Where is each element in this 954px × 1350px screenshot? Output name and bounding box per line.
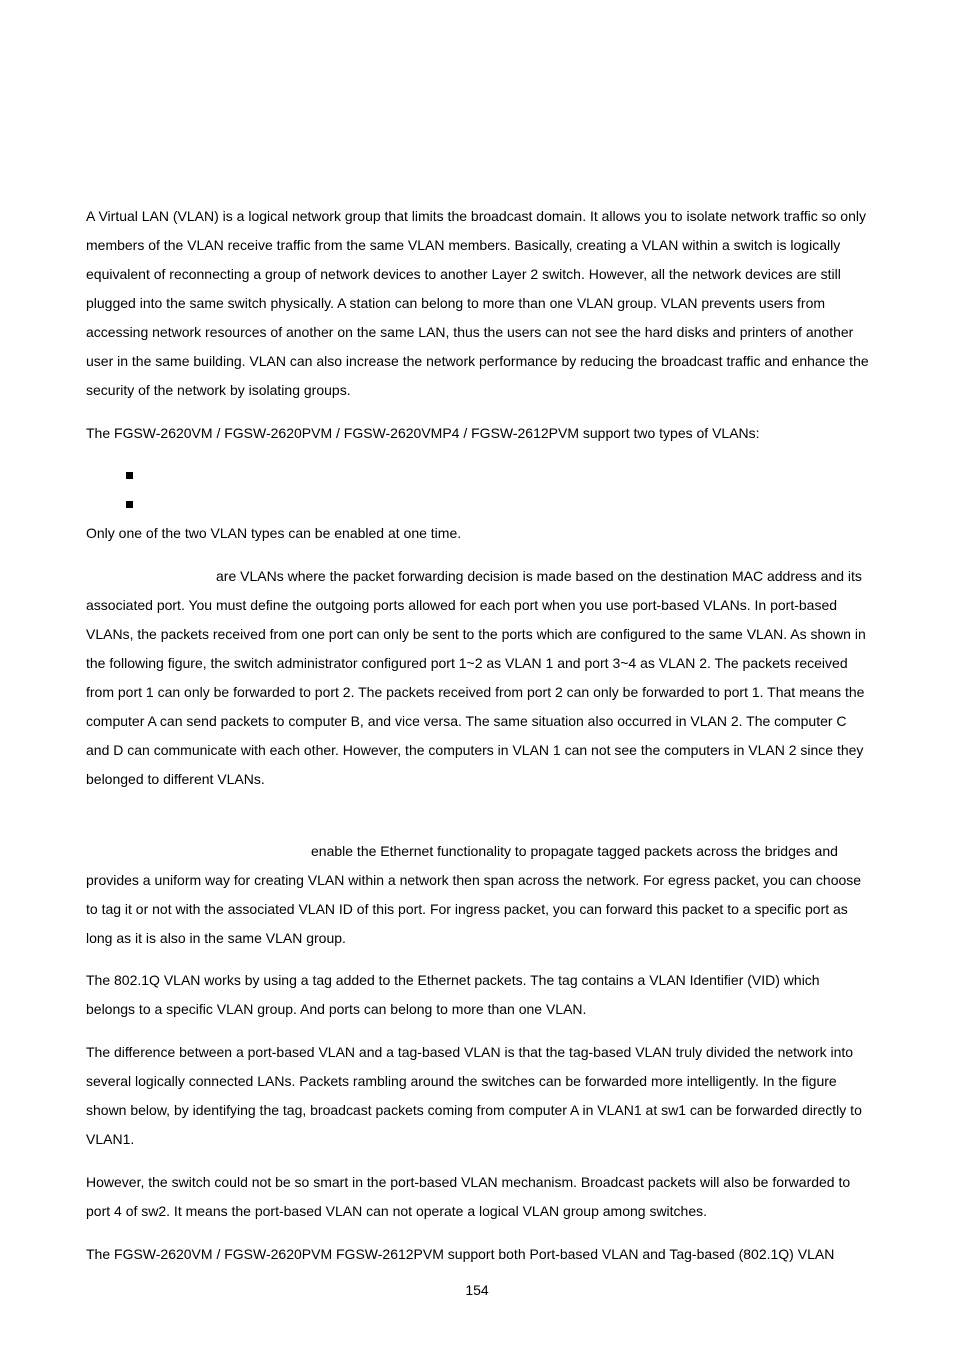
paragraph-vlan-types: The FGSW-2620VM / FGSW-2620PVM / FGSW-2620VMP4 / FGSW-2612PVM support two types of VLANs: xyxy=(86,425,760,441)
paragraph-one-type: Only one of the two VLAN types can be enabled at one time. xyxy=(86,525,462,541)
paragraph-support: The FGSW-2620VM / FGSW-2620PVM FGSW-2612PVM support both Port-based VLAN and Tag-based (802.1Q) VLAN xyxy=(86,1246,835,1262)
paragraph-vlan-intro: A Virtual LAN (VLAN) is a logical network group that limits the broadcast domain. It allows you to isolate network traffic so only members of the VLAN receive traffic from the same VLAN members. Basically, creating a VLAN within a switch is logically equivalent of reconnecting a group of network devices to another Layer 2 switch. However, all the network devices are still plugged into the same switch physically. A station can belong to more than one VLAN group. VLAN prevents users from accessing network resources of another on the same LAN, thus the users can not see the hard disks and printers of another user in the same building. VLAN can also increase the network performance by reducing the broadcast traffic and enhance the security of the network by isolating groups. xyxy=(86,208,869,398)
paragraph-port-based: are VLANs where the packet forwarding decision is made based on the destination MAC address and its associated port. You must define the outgoing ports allowed for each port when you use port-based VLANs. In port-based VLANs, the packets received from one port can only be sent to the ports which are configured to the same VLAN. As shown in the following figure, the switch administrator configured port 1~2 as VLAN 1 and port 3~4 as VLAN 2. The packets received from port 1 can only be forwarded to port 2. The packets received from port 2 can only be forwarded to port 1. That means the computer A can send packets to computer B, and vice versa. The same situation also occurred in VLAN 2. The computer C and D can communicate with each other. However, the computers in VLAN 1 can not see the computers in VLAN 2 since they belonged to different VLANs. xyxy=(86,568,866,787)
paragraph-difference: The difference between a port-based VLAN and a tag-based VLAN is that the tag-based VLAN truly divided the network into several logically connected LANs. Packets rambling around the switches can be forwarded more intelligently. In the figure shown below, by identifying the tag, broadcast packets coming from computer A in VLAN1 at sw1 can be forwarded directly to VLAN1. xyxy=(86,1044,862,1147)
paragraph-tag-based: enable the Ethernet functionality to propagate tagged packets across the bridges and provides a uniform way for creating VLAN within a network then span across the network. For egress packet, you can choose to tag it or not with the associated VLAN ID of this port. For ingress packet, you can forward this packet to a specific port as long as it is also in the same VLAN group. xyxy=(86,843,862,946)
paragraph-8021q-tag: The 802.1Q VLAN works by using a tag added to the Ethernet packets. The tag contains a VLAN Identifier (VID) which belongs to a specific VLAN group. And ports can belong to more than one VLAN. xyxy=(86,972,820,1017)
paragraph-port-based-limit: However, the switch could not be so smart in the port-based VLAN mechanism. Broadcast packets will also be forwarded to port 4 of sw2. It means the port-based VLAN can not operate a logical VLAN group among switches. xyxy=(86,1174,851,1219)
bullet-square-icon xyxy=(126,501,133,508)
page-number: 154 xyxy=(465,1282,489,1298)
bullet-square-icon xyxy=(126,472,133,479)
